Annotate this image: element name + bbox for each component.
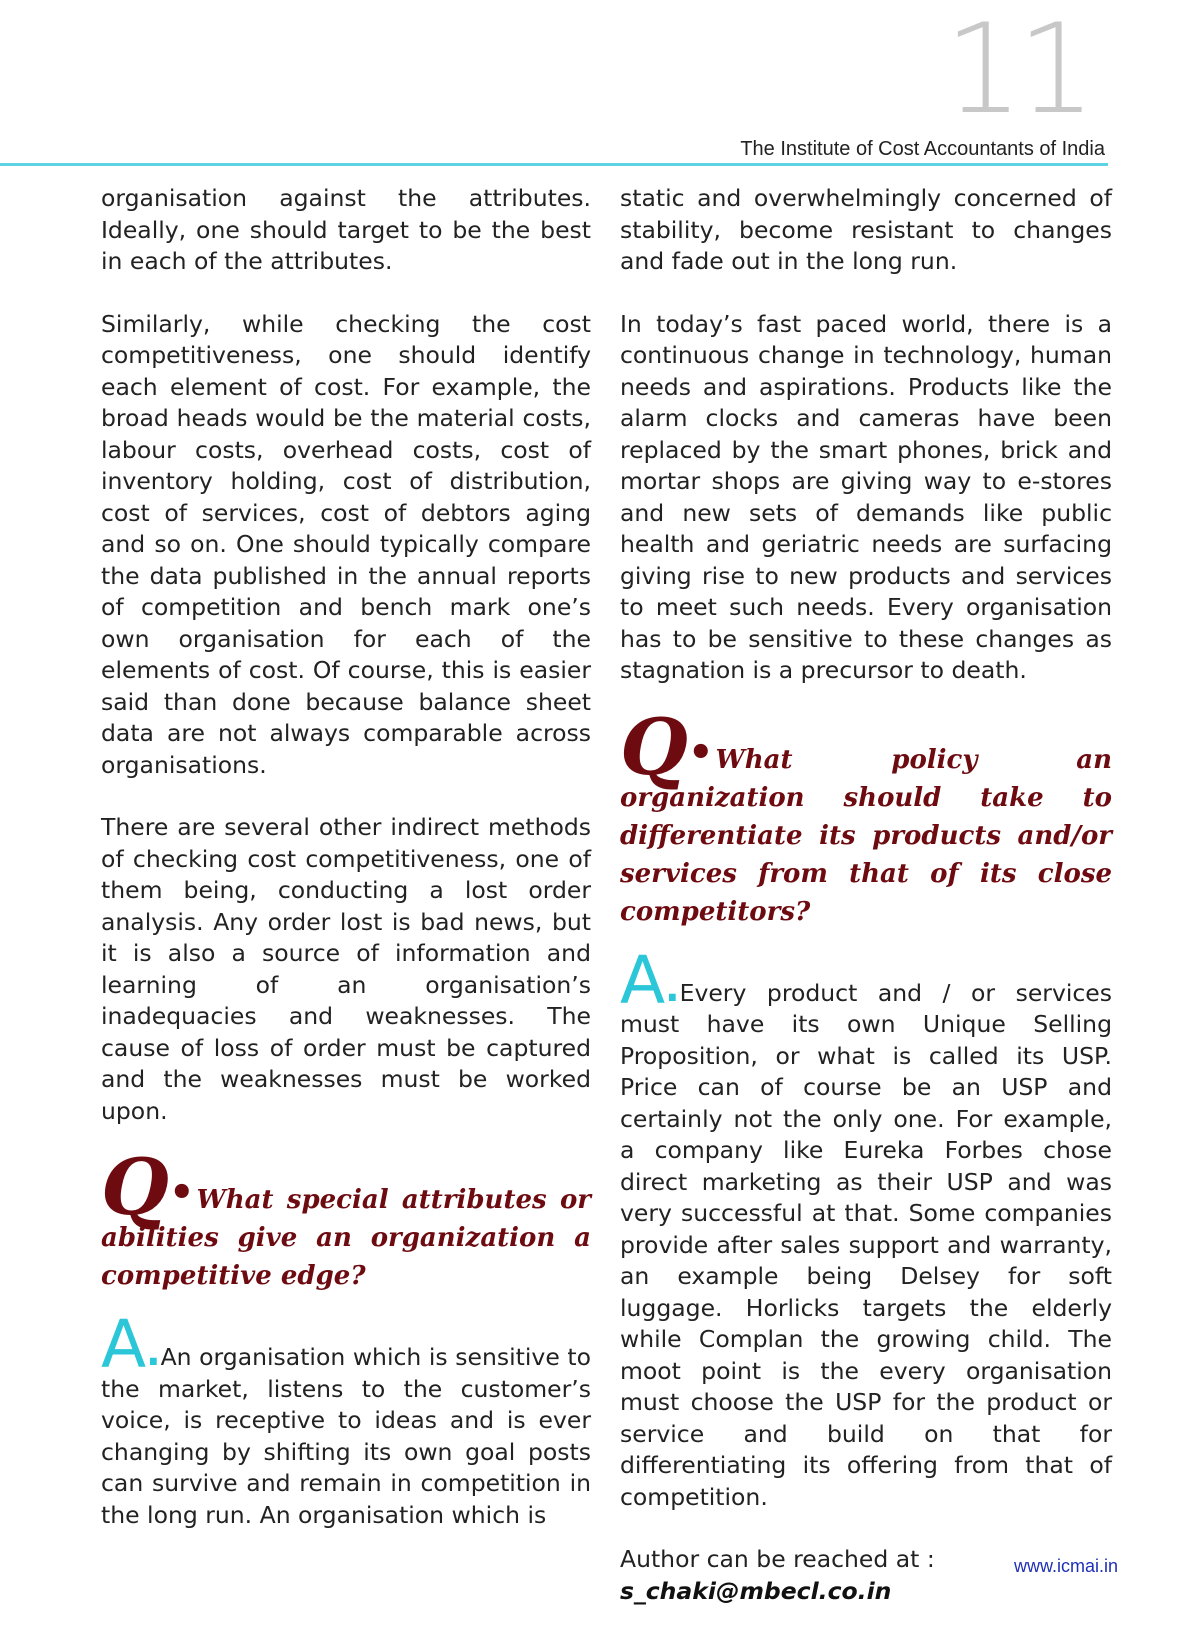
page-number: 11 [944, 0, 1090, 142]
paragraph: There are several other indirect methods of checking cost competitiveness, one of them being, conducting a lost order analysis. Any order lost is bad news, but it is also a source of information and learning of an organisation’s inadequacies and weaknesses. The cause of loss of order must be captured and the weaknesses must be worked upon. [101, 813, 591, 1125]
right-column [620, 183, 1112, 1607]
paragraph: organisation against the attributes. Ideally, one should target to be the best in each of the attributes. [101, 184, 591, 275]
answer-block [620, 941, 1112, 1514]
question-block [101, 1142, 591, 1295]
question-block [620, 701, 1112, 931]
paragraph: Similarly, while checking the cost competitiveness, one should identify each element of cost. For example, the broad heads would be the material costs, labour costs, overhead costs, cost of inventory holding, cost of distribution, cost of services, cost of debtors aging and so on. One should typically compare the data published in the annual reports of competition and bench mark one’s own organisation for each of the elements of cost. Of course, this is easier said than done because balance sheet data are not always comparable across organisations. [101, 309, 591, 779]
answer-text: An organisation which is sensitive to the market, listens to the customer’s voice, is receptive to ideas and is ever changing by shifting its own goal posts can survive and remain in competition in the long run. An organisation which is [101, 1343, 591, 1529]
bullet-icon: • [168, 1169, 195, 1216]
paragraph: static and overwhelmingly concerned of stability, become resistant to changes and fade out in the long run. [620, 184, 1112, 275]
question-marker: Q [101, 1142, 169, 1233]
answer-block [101, 1306, 591, 1531]
question-text: What policy an organization should take to differentiate its products and/or services from that of its close competitors? [620, 744, 1112, 927]
question-marker: Q [620, 701, 688, 793]
bullet-icon: • [687, 728, 714, 776]
answer-dot: . [665, 965, 680, 1010]
paragraph: In today’s fast paced world, there is a continuous change in technology, human needs and aspirations. Products like the alarm clocks and cameras have been replaced by the smart phones, brick and mortar shops are giving way to e-stores and new sets of demands like public health and geriatric needs are surfacing giving rise to new products and services to meet such needs. Every organisation has to be sensitive to these changes as stagnation is a precursor to death. [620, 309, 1112, 684]
author-email-link[interactable]: s_chaki@mbecl.co.in [620, 1576, 892, 1605]
publisher-name: The Institute of Cost Accountants of India [740, 138, 1105, 160]
answer-marker: A [620, 941, 666, 1019]
header-divider [0, 163, 1108, 166]
answer-text: Every product and / or services must have its own Unique Selling Proposition, or what is called its USP. Price can of course be an USP and certainly not the only one. For example, a company like Eureka Forbes chose direct marketing as their USP and was very successful at that. Some companies provide after sales support and warranty, an example being Delsey for soft luggage. Horlicks targets the elderly while Complan the growing child. The moot point is the every organisation must choose the USP for the product or service and build on that for differentiating its offering from that of competition. [620, 978, 1112, 1511]
left-column [101, 183, 591, 1562]
question-text: What special attributes or abilities give an organization a competitive edge? [101, 1185, 591, 1291]
contact-label: Author can be reached at : [620, 1545, 935, 1573]
website-link[interactable]: www.icmai.in [1013, 1556, 1118, 1576]
answer-dot: . [146, 1330, 161, 1374]
answer-marker: A [101, 1306, 147, 1383]
